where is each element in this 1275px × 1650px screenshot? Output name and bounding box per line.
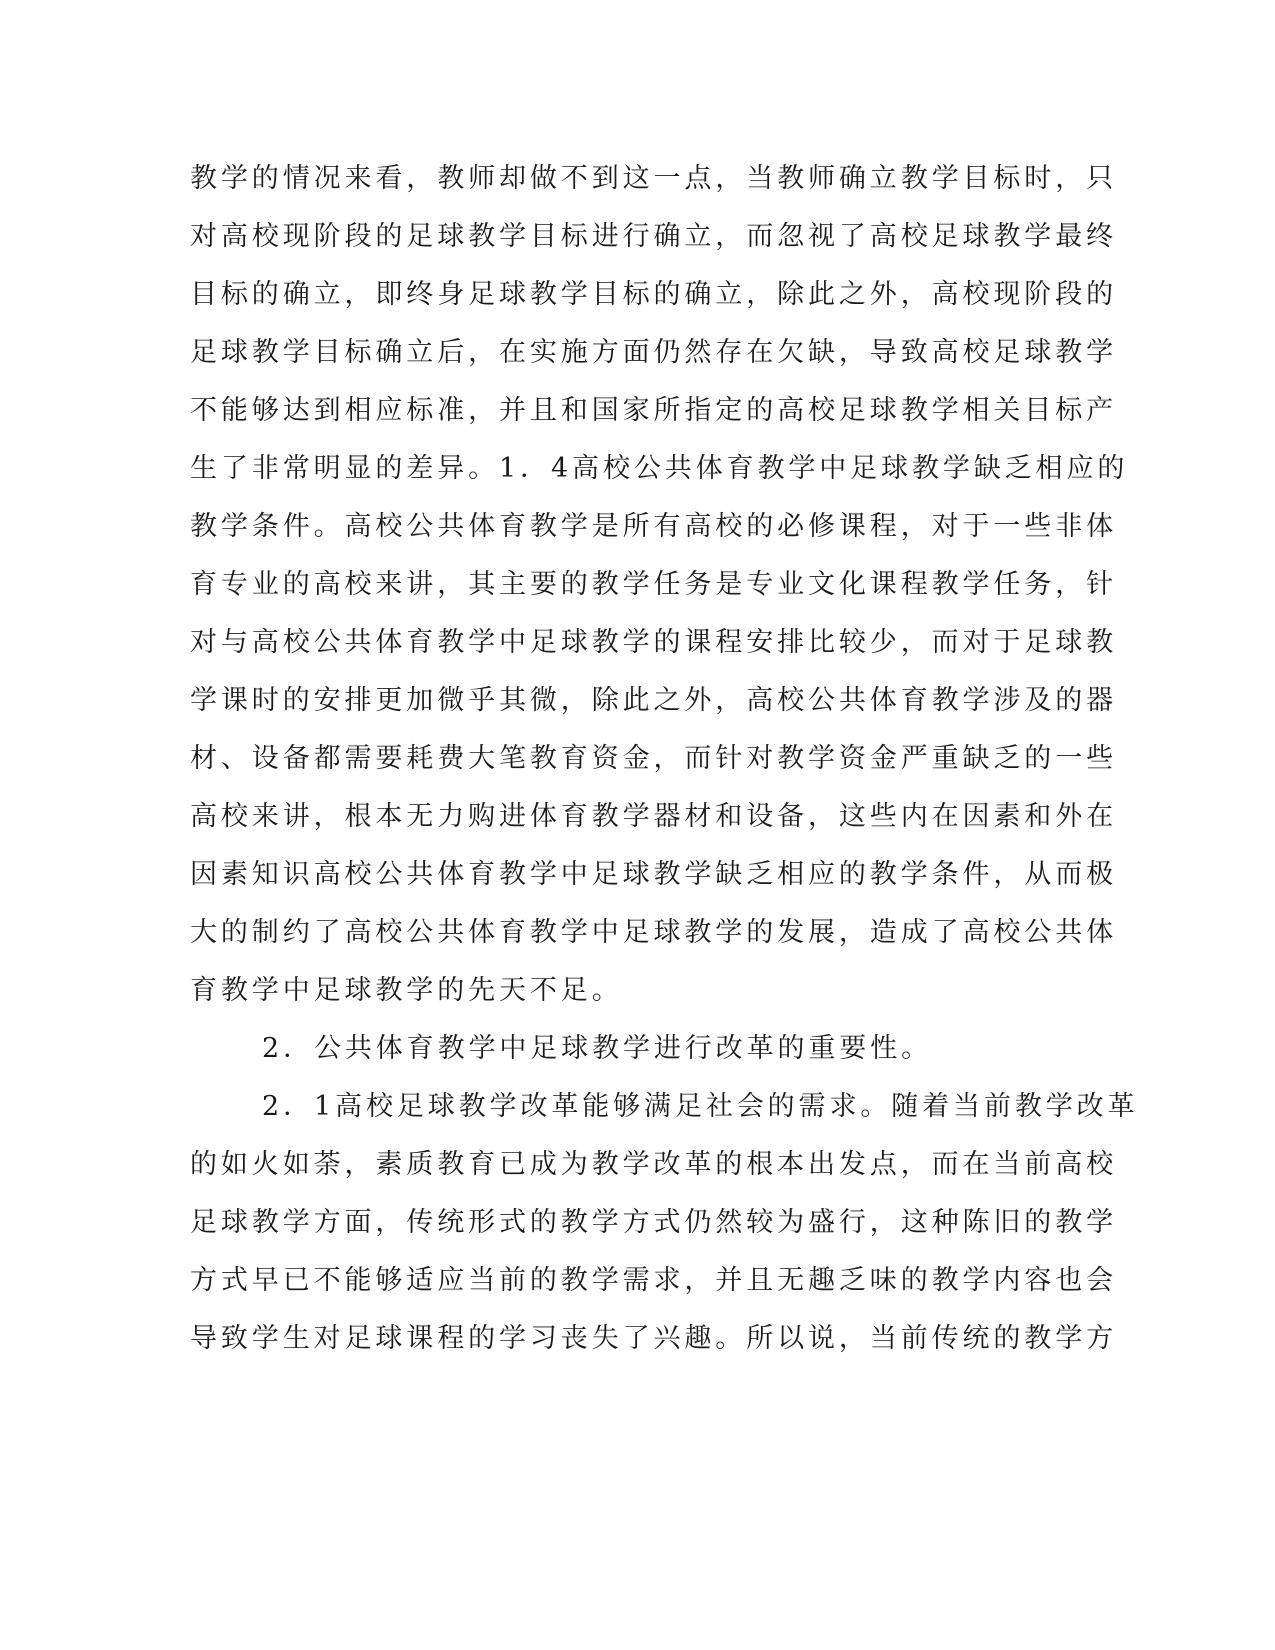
- text-line: 不能够达到相应标准，并且和国家所指定的高校足球教学相关目标产: [190, 395, 1117, 426]
- text-line: 学课时的安排更加微乎其微，除此之外，高校公共体育教学涉及的器: [190, 685, 1117, 716]
- section-heading: 2．公共体育教学中足球教学进行改革的重要性。: [262, 1033, 932, 1064]
- subsection-heading: 2．1高校足球教学改革能够满足社会的需求。随着当前教学改革: [262, 1091, 1139, 1122]
- text-line: 因素知识高校公共体育教学中足球教学缺乏相应的教学条件，从而极: [190, 859, 1117, 890]
- text-line: 生了非常明显的差异。1．4高校公共体育教学中足球教学缺乏相应的: [190, 453, 1129, 484]
- text-line: 方式早已不能够适应当前的教学需求，并且无趣乏味的教学内容也会: [190, 1265, 1117, 1296]
- text-line: 足球教学方面，传统形式的教学方式仍然较为盛行，这种陈旧的教学: [190, 1207, 1117, 1238]
- text-line: 高校来讲，根本无力购进体育教学器材和设备，这些内在因素和外在: [190, 801, 1117, 832]
- text-line: 育专业的高校来讲，其主要的教学任务是专业文化课程教学任务，针: [190, 569, 1117, 600]
- text-line: 大的制约了高校公共体育教学中足球教学的发展，造成了高校公共体: [190, 917, 1117, 948]
- text-line: 目标的确立，即终身足球教学目标的确立，除此之外，高校现阶段的: [190, 279, 1117, 310]
- text-line: 教学条件。高校公共体育教学是所有高校的必修课程，对于一些非体: [190, 511, 1117, 542]
- text-line: 的如火如荼，素质教育已成为教学改革的根本出发点，而在当前高校: [190, 1149, 1117, 1180]
- text-line: 对高校现阶段的足球教学目标进行确立，而忽视了高校足球教学最终: [190, 221, 1117, 252]
- text-line: 对与高校公共体育教学中足球教学的课程安排比较少，而对于足球教: [190, 627, 1117, 658]
- text-line: 育教学中足球教学的先天不足。: [190, 975, 623, 1006]
- text-line: 足球教学目标确立后，在实施方面仍然存在欠缺，导致高校足球教学: [190, 337, 1117, 368]
- text-line: 导致学生对足球课程的学习丧失了兴趣。所以说，当前传统的教学方: [190, 1323, 1117, 1354]
- text-line: 教学的情况来看，教师却做不到这一点，当教师确立教学目标时，只: [190, 163, 1117, 194]
- text-line: 材、设备都需要耗费大笔教育资金，而针对教学资金严重缺乏的一些: [190, 743, 1117, 774]
